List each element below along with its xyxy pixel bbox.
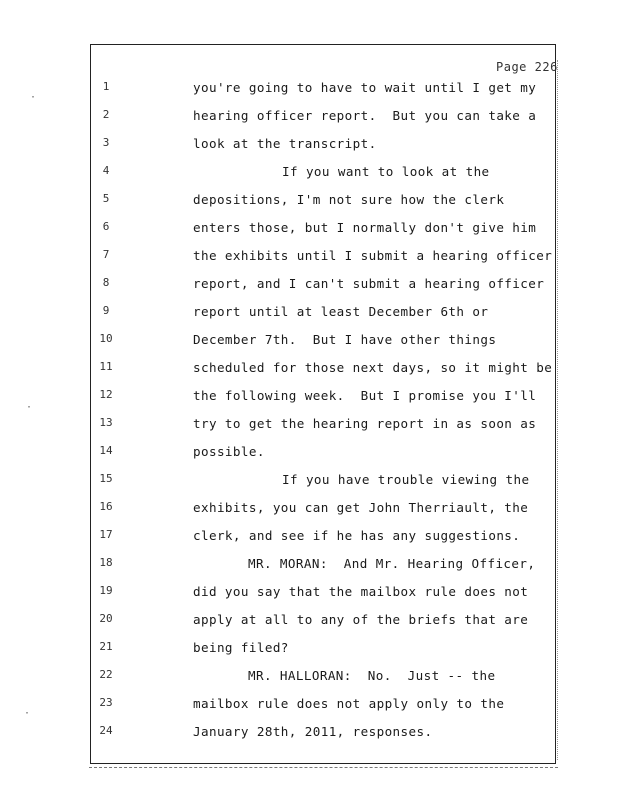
transcript-line — [0, 696, 618, 716]
transcript-line — [0, 528, 618, 548]
line-number: 16 — [99, 500, 113, 513]
margin-mark: · — [30, 92, 37, 103]
transcript-line — [0, 388, 618, 408]
line-number: 19 — [99, 584, 113, 597]
page-number: Page 226 — [496, 60, 558, 74]
line-text: enters those, but I normally don't give him — [193, 220, 537, 235]
line-text: January 28th, 2011, responses. — [193, 724, 433, 739]
transcript-line — [0, 556, 618, 576]
line-number: 8 — [102, 276, 110, 289]
line-text: MR. MORAN: And Mr. Hearing Officer, — [248, 556, 536, 571]
line-text: If you have trouble viewing the — [282, 472, 530, 487]
line-number: 4 — [102, 164, 110, 177]
line-number: 10 — [99, 332, 113, 345]
line-number: 20 — [99, 612, 113, 625]
transcript-line — [0, 108, 618, 128]
line-number: 6 — [102, 220, 110, 233]
line-number: 11 — [99, 360, 113, 373]
line-text: If you want to look at the — [282, 164, 490, 179]
line-text: December 7th. But I have other things — [193, 332, 497, 347]
transcript-line — [0, 500, 618, 520]
line-number: 22 — [99, 668, 113, 681]
transcript-line — [0, 416, 618, 436]
line-number: 7 — [102, 248, 110, 261]
transcript-line — [0, 304, 618, 324]
line-number: 5 — [102, 192, 110, 205]
transcript-line — [0, 220, 618, 240]
transcript-line — [0, 724, 618, 744]
line-text: report, and I can't submit a hearing officer — [193, 276, 545, 291]
line-text: MR. HALLORAN: No. Just -- the — [248, 668, 496, 683]
transcript-line — [0, 80, 618, 100]
line-number: 17 — [99, 528, 113, 541]
line-text: try to get the hearing report in as soon as — [193, 416, 537, 431]
transcript-line — [0, 612, 618, 632]
transcript-line — [0, 136, 618, 156]
line-text: hearing officer report. But you can take a — [193, 108, 537, 123]
transcript-line — [0, 164, 618, 184]
line-text: scheduled for those next days, so it might be — [193, 360, 553, 375]
line-number: 15 — [99, 472, 113, 485]
transcript-line — [0, 276, 618, 296]
line-number: 9 — [102, 304, 110, 317]
transcript-line — [0, 584, 618, 604]
line-text: clerk, and see if he has any suggestions. — [193, 528, 521, 543]
line-text: look at the transcript. — [193, 136, 377, 151]
line-number: 23 — [99, 696, 113, 709]
line-text: you're going to have to wait until I get my — [193, 80, 537, 95]
line-number: 21 — [99, 640, 113, 653]
line-text: exhibits, you can get John Therriault, the — [193, 500, 529, 515]
line-text: did you say that the mailbox rule does not — [193, 584, 529, 599]
transcript-line — [0, 640, 618, 660]
margin-mark: · — [26, 402, 33, 413]
line-number: 13 — [99, 416, 113, 429]
line-number: 2 — [102, 108, 110, 121]
line-text: mailbox rule does not apply only to the — [193, 696, 505, 711]
transcript-line — [0, 192, 618, 212]
transcript-line — [0, 472, 618, 492]
line-number: 12 — [99, 388, 113, 401]
transcript-line — [0, 360, 618, 380]
line-number: 3 — [102, 136, 110, 149]
transcript-line — [0, 444, 618, 464]
margin-mark: · — [24, 708, 31, 719]
line-text: report until at least December 6th or — [193, 304, 489, 319]
line-number: 18 — [99, 556, 113, 569]
transcript-line — [0, 332, 618, 352]
transcript-line — [0, 668, 618, 688]
line-number: 24 — [99, 724, 113, 737]
transcript-line — [0, 248, 618, 268]
line-number: 14 — [99, 444, 113, 457]
line-text: the following week. But I promise you I'll — [193, 388, 537, 403]
line-text: being filed? — [193, 640, 289, 655]
line-text: apply at all to any of the briefs that are — [193, 612, 529, 627]
line-text: the exhibits until I submit a hearing officer — [193, 248, 553, 263]
line-text: possible. — [193, 444, 265, 459]
line-text: depositions, I'm not sure how the clerk — [193, 192, 505, 207]
line-number: 1 — [102, 80, 110, 93]
